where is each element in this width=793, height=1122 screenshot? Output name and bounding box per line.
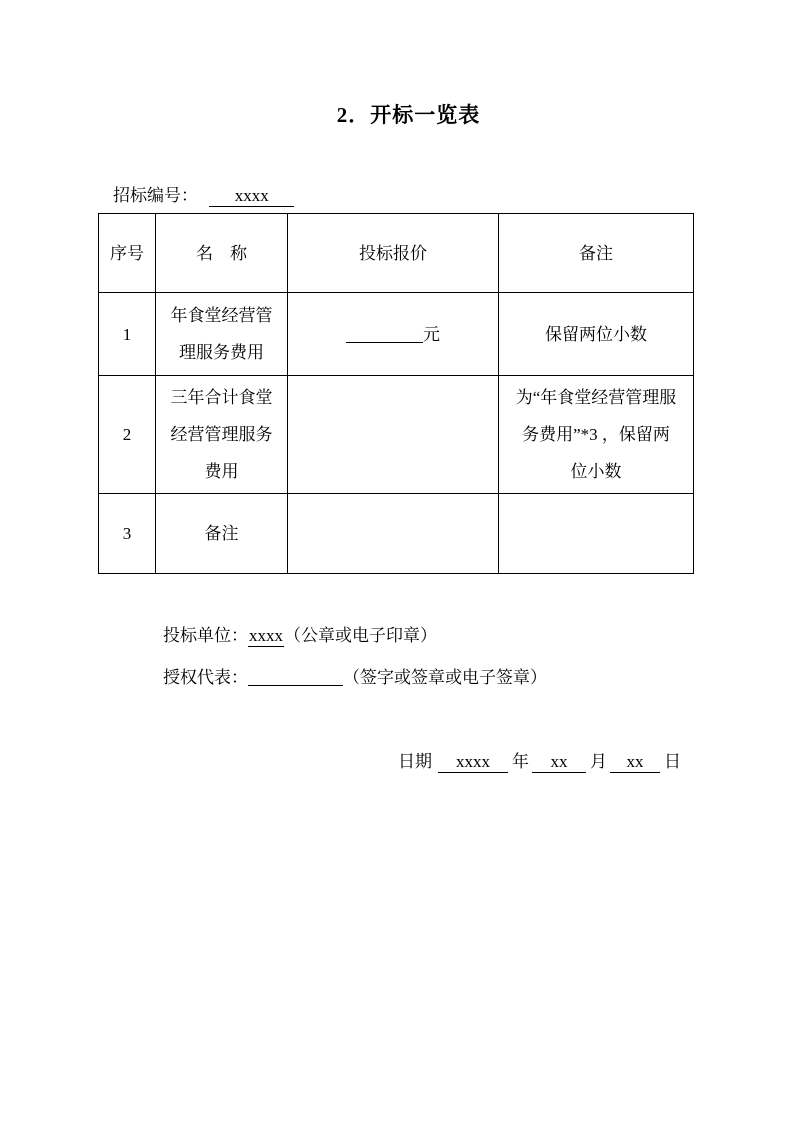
column-header-note: 备注	[499, 214, 694, 293]
date-label: 日期	[398, 752, 432, 771]
note-cell	[499, 376, 694, 494]
page-title: 2．开标一览表	[336, 103, 481, 127]
bid-opening-table	[98, 213, 694, 574]
representative-blank[interactable]	[248, 668, 343, 686]
name-cell	[156, 293, 288, 376]
name-cell	[156, 494, 288, 574]
table-row	[99, 376, 694, 494]
note-line: 为“年食堂经营管理服	[515, 388, 677, 407]
note-cell	[499, 494, 694, 574]
name-cell	[156, 376, 288, 494]
representative-sign-note: （签字或签章或电子签章）	[343, 668, 547, 687]
date-day-value: xx	[626, 752, 644, 771]
bidder-value: xxxx	[249, 626, 283, 645]
tender-number-value: xxxx	[234, 186, 269, 205]
date-year-unit: 年	[512, 752, 529, 771]
note-line: 务费用”*3 ，保留两	[522, 425, 670, 444]
tender-number-label: 招标编号：	[113, 186, 198, 205]
price-cell	[288, 376, 499, 494]
table-row	[99, 293, 694, 376]
price-cell	[288, 293, 499, 376]
date-month-value: xx	[550, 752, 568, 771]
table-row	[99, 494, 694, 574]
tender-number-blank[interactable]	[209, 186, 294, 207]
name-line: 备注	[204, 524, 239, 543]
name-line: 费用	[204, 462, 239, 481]
bidder-seal-note: （公章或电子印章）	[284, 626, 437, 645]
note-cell: 保留两位小数	[499, 293, 694, 376]
date-month-unit: 月	[590, 752, 607, 771]
name-line: 经营管理服务	[170, 425, 273, 444]
bidder-line	[163, 621, 437, 647]
note-line: 位小数	[570, 462, 622, 481]
name-line: 理服务费用	[179, 343, 264, 362]
column-header-name: 名 称	[156, 214, 288, 293]
date-day-unit: 日	[664, 752, 681, 771]
name-line: 三年合计食堂	[170, 388, 273, 407]
date-day-blank[interactable]	[610, 752, 660, 773]
column-header-price: 投标报价	[288, 214, 499, 293]
representative-line	[163, 663, 547, 688]
table-header-row	[99, 214, 694, 293]
bidder-blank[interactable]	[248, 626, 284, 647]
column-header-seq: 序号	[99, 214, 156, 293]
seq-cell: 3	[99, 494, 156, 574]
tender-number-line	[113, 181, 294, 207]
date-year-value: xxxx	[456, 752, 490, 771]
seq-cell: 2	[99, 376, 156, 494]
bidder-label: 投标单位：	[163, 626, 248, 645]
date-month-blank[interactable]	[532, 752, 586, 773]
date-year-blank[interactable]	[438, 752, 508, 773]
price-blank[interactable]	[346, 325, 423, 343]
date-line	[398, 747, 681, 773]
representative-label: 授权代表：	[163, 668, 248, 687]
price-unit: 元	[423, 324, 440, 344]
seq-cell: 1	[99, 293, 156, 376]
name-line: 年食堂经营管	[170, 306, 273, 325]
price-cell	[288, 494, 499, 574]
